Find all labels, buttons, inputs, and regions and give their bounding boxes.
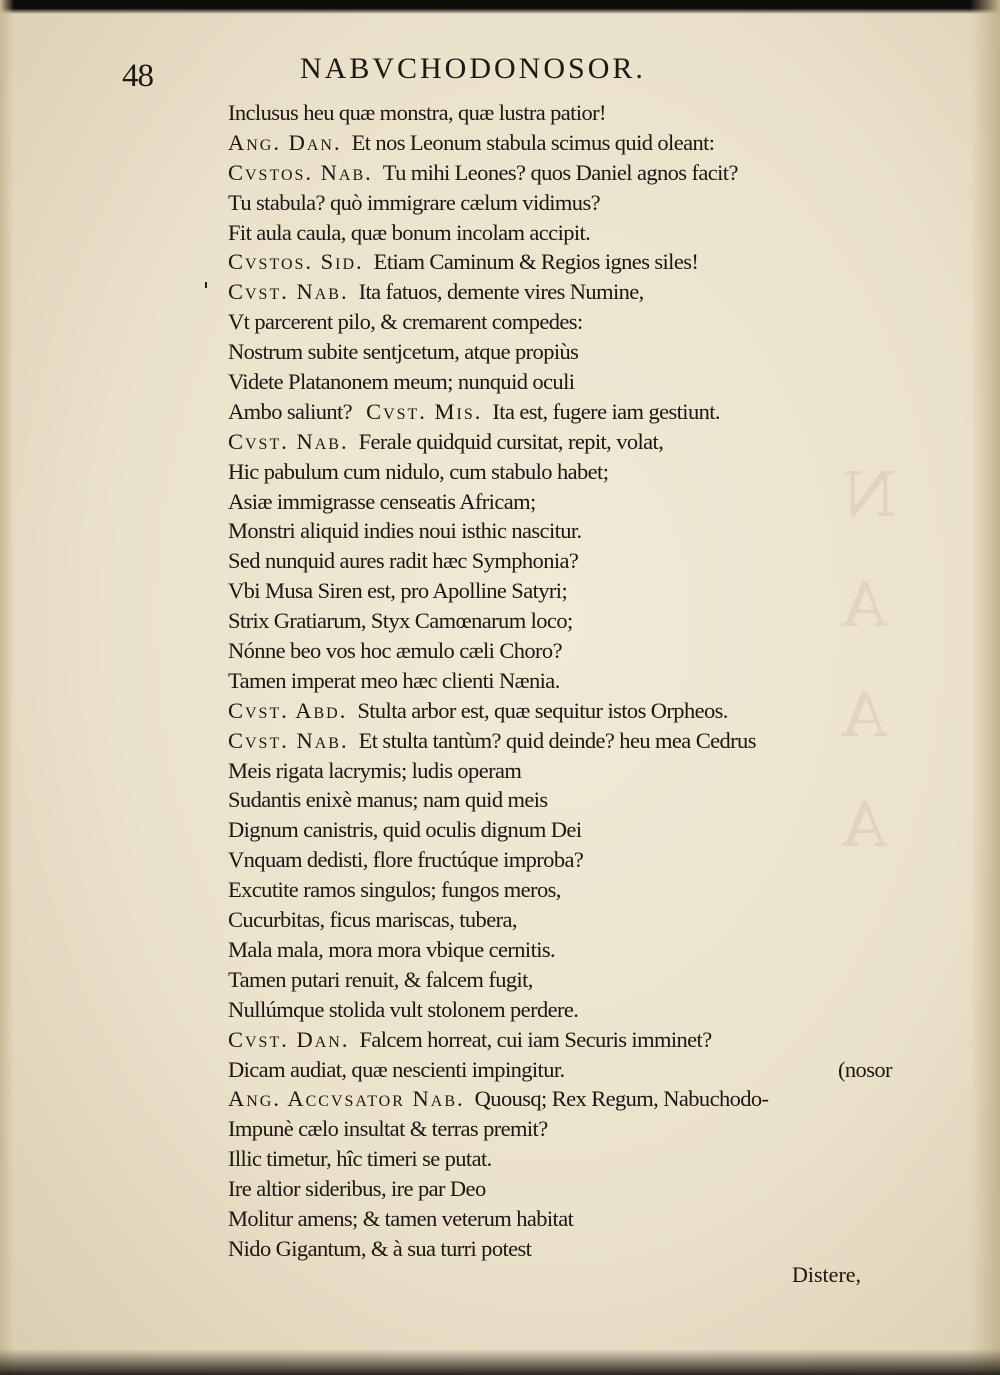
show-through-ghost-text: N A A A [842, 458, 897, 861]
speaker-label: Ang. Accvsator Nab. [228, 1086, 465, 1112]
verse-line-text: Et nos Leonum stabula scimus quid oleant: [351, 129, 715, 155]
verse-line [228, 785, 928, 815]
verse-line-text: Fit aula caula, quæ bonum incolam accipit. [228, 219, 591, 245]
verse-line-text: Et stulta tantùm? quid deinde? heu mea Cedrus [358, 727, 756, 753]
verse-line [228, 815, 928, 845]
verse-line [228, 367, 928, 397]
verse-line [228, 337, 928, 367]
verse-line-text: Quousq; Rex Regum, Nabuchodo- [474, 1086, 769, 1112]
verse-line-text: Hic pabulum cum nidulo, cum stabulo habet; [228, 458, 609, 484]
verse-line [228, 696, 928, 726]
verse-line [228, 1234, 928, 1264]
speaker-label: Cvstos. Sid. [228, 249, 364, 275]
speaker-label: Cvst. Abd. [228, 697, 348, 723]
verse-line-text: Dignum canistris, quid oculis dignum Dei [228, 817, 582, 843]
verse-line-text: Tu stabula? quò immigrare cælum vidimus? [228, 189, 601, 215]
verse-line-text: Nónne beo vos hoc æmulo cæli Choro? [228, 638, 562, 664]
verse-line-text: Videte Platanonem meum; nunquid oculi [228, 369, 575, 395]
turnover-fragment: (nosor [838, 1056, 892, 1082]
verse-line-text: Nullúmque stolida vult stolonem perdere. [228, 996, 579, 1022]
verse-line [228, 636, 928, 666]
verse-line [228, 1204, 928, 1234]
page-left-edge [0, 0, 14, 1375]
verse-line [228, 576, 928, 606]
verse-line-text: Cucurbitas, ficus mariscas, tubera, [228, 907, 517, 933]
verse-line [228, 247, 928, 277]
verse-line [228, 516, 928, 546]
verse-line [228, 875, 928, 905]
verse-line [228, 845, 928, 875]
verse-line-text: Etiam Caminum & Regios ignes siles! [373, 249, 699, 275]
verse-line-text: Monstri aliquid indies noui isthic nascitur. [228, 518, 582, 544]
verse-line-text: Vt parcerent pilo, & cremarent compedes: [228, 309, 583, 335]
speaker-label: Ang. Dan. [228, 129, 342, 155]
verse-line [228, 427, 928, 457]
verse-line [228, 1144, 928, 1174]
verse-line [228, 128, 928, 158]
verse-line [228, 606, 928, 636]
verse-line [228, 397, 928, 427]
verse-line [228, 1055, 928, 1085]
verse-line [228, 935, 928, 965]
verse-line [228, 218, 928, 248]
verse-line [228, 307, 928, 337]
page-top-shadow [0, 0, 1000, 14]
verse-line [228, 1025, 928, 1055]
speaker-label: Cvst. Nab. [228, 727, 349, 753]
verse-line [228, 1084, 928, 1114]
verse-line [228, 98, 928, 128]
verse-line-text: Ita fatuos, demente vires Numine, [358, 279, 644, 305]
verse-line [228, 487, 928, 517]
verse-line-text: Sed nunquid aures radit hæc Symphonia? [228, 548, 579, 574]
ink-speck [205, 282, 207, 288]
verse-line [228, 188, 928, 218]
speaker-label: Cvst. Mis. [366, 398, 483, 424]
verse-line [228, 1114, 928, 1144]
verse-line [228, 756, 928, 786]
verse-line-text: Vnquam dedisti, flore fructúque improba? [228, 847, 584, 873]
page-right-edge [970, 0, 1000, 1375]
verse-line-text: Vbi Musa Siren est, pro Apolline Satyri; [228, 578, 568, 604]
running-title: NABVCHODONOSOR. [300, 52, 646, 85]
verse-text [228, 98, 928, 1264]
verse-line [228, 546, 928, 576]
verse-line-text: Ire altior sideribus, ire par Deo [228, 1176, 486, 1202]
verse-line [228, 1174, 928, 1204]
verse-line-text: Asiæ immigrasse censeatis Africam; [228, 488, 536, 514]
verse-line [228, 905, 928, 935]
verse-line-text: Tamen imperat meo hæc clienti Nænia. [228, 667, 560, 693]
verse-line-text: Excutite ramos singulos; fungos meros, [228, 877, 561, 903]
verse-line-text: Stulta arbor est, quæ sequitur istos Orpheos. [357, 697, 728, 723]
catchword: Distere, [792, 1262, 862, 1287]
verse-line-text: Tamen putari renuit, & falcem fugit, [228, 966, 533, 992]
verse-line [228, 726, 928, 756]
speaker-label: Cvst. Dan. [228, 1026, 350, 1052]
verse-line [228, 995, 928, 1025]
verse-line-text: Mala mala, mora mora vbique cernitis. [228, 936, 556, 962]
verse-line-text: Nido Gigantum, & à sua turri potest [228, 1235, 532, 1261]
verse-line-text: Sudantis enixè manus; nam quid meis [228, 787, 548, 813]
page-bottom-edge [0, 1349, 1000, 1375]
verse-line-text: Ambo saliunt? [228, 398, 353, 424]
page-number: 48 [122, 58, 153, 94]
verse-line-text: Tu mihi Leones? quos Daniel agnos facit? [382, 159, 738, 185]
verse-line-text: Dicam audiat, quæ nescienti impingitur. [228, 1056, 565, 1082]
verse-line [228, 666, 928, 696]
verse-line-text: Inclusus heu quæ monstra, quæ lustra patior! [228, 100, 606, 125]
speaker-label: Cvstos. Nab. [228, 159, 373, 185]
verse-line [228, 158, 928, 188]
verse-line-text: Meis rigata lacrymis; ludis operam [228, 757, 522, 783]
verse-line-text: Ferale quidquid cursitat, repit, volat, [358, 428, 664, 454]
verse-line-text: Molitur amens; & tamen veterum habitat [228, 1205, 574, 1231]
verse-line-text: Nostrum subite sentjcetum, atque propiùs [228, 339, 579, 365]
speaker-label: Cvst. Nab. [228, 279, 349, 305]
speaker-label: Cvst. Nab. [228, 428, 349, 454]
verse-line-text: Impunè cælo insultat & terras premit? [228, 1116, 548, 1142]
verse-line-text: Illic timetur, hîc timeri se putat. [228, 1146, 492, 1172]
verse-line-text: Ita est, fugere iam gestiunt. [492, 398, 720, 424]
verse-line [228, 457, 928, 487]
verse-line [228, 965, 928, 995]
verse-line-text: Strix Gratiarum, Styx Camœnarum loco; [228, 608, 573, 634]
verse-line-text: Falcem horreat, cui iam Securis imminet? [359, 1026, 712, 1052]
verse-line [228, 277, 928, 307]
